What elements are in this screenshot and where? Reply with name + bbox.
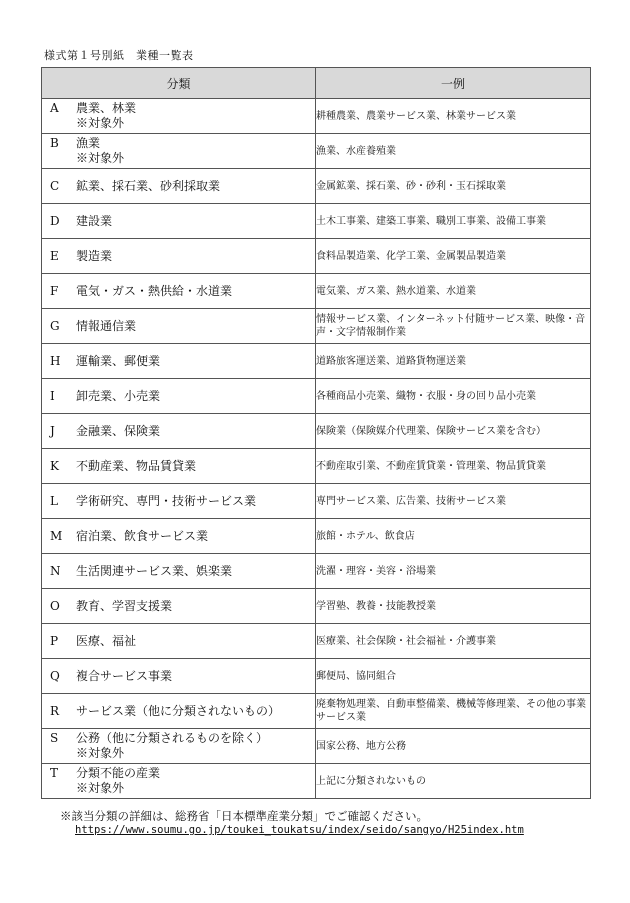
category-name: 農業、林業	[76, 101, 137, 115]
example-cell: 道路旅客運送業、道路貨物運送業	[316, 344, 591, 379]
table-row	[42, 309, 591, 344]
exclusion-note: ※対象外	[76, 151, 125, 165]
table-row	[42, 554, 591, 589]
example-cell: 不動産取引業、不動産賃貸業・管理業、物品賃貸業	[316, 449, 591, 484]
category-code: Q	[50, 668, 60, 683]
category-cell	[42, 344, 316, 379]
form-caption: 様式第１号別紙 業種一覧表	[44, 49, 194, 62]
table-row	[42, 99, 591, 134]
table-row	[42, 134, 591, 169]
category-name: 漁業	[76, 136, 101, 150]
category-cell	[42, 449, 316, 484]
category-name: 医療、福祉	[76, 633, 137, 648]
table-row	[42, 764, 591, 799]
example-cell: 洗濯・理容・美容・浴場業	[316, 554, 591, 589]
category-code: R	[50, 703, 60, 718]
example-cell: 情報サービス業、インターネット付随サービス業、映像・音声・文字情報制作業	[316, 309, 591, 344]
category-cell	[42, 659, 316, 694]
category-code: I	[50, 388, 55, 403]
category-code: H	[50, 353, 61, 368]
category-name: 生活関連サービス業、娯楽業	[76, 563, 233, 578]
table-row	[42, 484, 591, 519]
example-cell: 医療業、社会保険・社会福祉・介護事業	[316, 624, 591, 659]
exclusion-note: ※対象外	[76, 116, 125, 130]
example-cell: 食料品製造業、化学工業、金属製品製造業	[316, 239, 591, 274]
table-row	[42, 694, 591, 729]
category-cell	[42, 589, 316, 624]
category-cell	[42, 204, 316, 239]
category-cell	[42, 309, 316, 344]
category-name: 電気・ガス・熱供給・水道業	[76, 283, 233, 298]
category-cell	[42, 134, 316, 169]
category-cell	[42, 169, 316, 204]
category-code: T	[50, 766, 59, 780]
category-name: 不動産業、物品賃貸業	[76, 458, 197, 473]
footnote: ※該当分類の詳細は、総務省「日本標準産業分類」でご確認ください。	[60, 809, 428, 823]
example-cell: 学習塾、教養・技能教授業	[316, 589, 591, 624]
table-row	[42, 379, 591, 414]
example-cell: 電気業、ガス業、熱水道業、水道業	[316, 274, 591, 309]
example-cell: 土木工事業、建築工事業、職別工事業、設備工事業	[316, 204, 591, 239]
category-name: 建設業	[76, 213, 113, 228]
table-row	[42, 239, 591, 274]
category-cell	[42, 414, 316, 449]
category-cell	[42, 99, 316, 134]
category-code: D	[50, 213, 60, 228]
table-row	[42, 204, 591, 239]
category-code: F	[50, 283, 59, 298]
category-cell	[42, 379, 316, 414]
table-row	[42, 624, 591, 659]
category-cell	[42, 274, 316, 309]
table-row	[42, 659, 591, 694]
reference-link[interactable]: https://www.soumu.go.jp/toukei_toukatsu/index/seido/sangyo/H25index.htm	[75, 824, 524, 836]
example-cell: 国家公務、地方公務	[316, 729, 591, 764]
category-code: K	[50, 458, 59, 473]
category-name: 複合サービス事業	[76, 668, 173, 683]
category-code: P	[50, 633, 59, 648]
category-name: 卸売業、小売業	[76, 388, 161, 403]
category-name: 公務（他に分類されるものを除く）	[76, 731, 269, 745]
category-cell	[42, 694, 316, 729]
table-row	[42, 729, 591, 764]
category-name: 情報通信業	[76, 318, 137, 333]
category-code: E	[50, 248, 59, 263]
category-cell	[42, 239, 316, 274]
category-code: L	[50, 493, 58, 508]
example-cell: 金属鉱業、採石業、砂・砂利・玉石採取業	[316, 169, 591, 204]
table-row	[42, 274, 591, 309]
category-name: 学術研究、専門・技術サービス業	[76, 493, 257, 508]
category-code: C	[50, 178, 60, 193]
category-code: N	[50, 563, 61, 578]
example-cell: 旅館・ホテル、飲食店	[316, 519, 591, 554]
table-row	[42, 169, 591, 204]
category-name: 教育、学習支援業	[76, 598, 173, 613]
category-code: B	[50, 136, 59, 150]
category-cell	[42, 519, 316, 554]
example-cell: 耕種農業、農業サービス業、林業サービス業	[316, 99, 591, 134]
category-cell	[42, 624, 316, 659]
example-cell: 保険業（保険媒介代理業、保険サービス業を含む）	[316, 414, 591, 449]
category-code: G	[50, 318, 60, 333]
category-code: J	[50, 423, 55, 438]
example-cell: 専門サービス業、広告業、技術サービス業	[316, 484, 591, 519]
exclusion-note: ※対象外	[76, 781, 125, 795]
table-body	[42, 99, 591, 799]
category-name: 運輸業、郵便業	[76, 353, 161, 368]
header-example: 一例	[316, 68, 591, 99]
category-code: O	[50, 598, 60, 613]
table-row	[42, 589, 591, 624]
industry-table	[41, 67, 591, 799]
example-cell: 各種商品小売業、織物・衣服・身の回り品小売業	[316, 379, 591, 414]
category-cell	[42, 554, 316, 589]
exclusion-note: ※対象外	[76, 746, 125, 760]
table-row	[42, 414, 591, 449]
table-header-row	[42, 68, 591, 99]
category-name: サービス業（他に分類されないもの）	[76, 703, 281, 718]
example-cell: 上記に分類されないもの	[316, 764, 591, 799]
header-category: 分類	[42, 68, 316, 99]
table-row	[42, 449, 591, 484]
category-cell	[42, 484, 316, 519]
category-code: S	[50, 731, 59, 745]
category-cell	[42, 729, 316, 764]
example-cell: 郵便局、協同組合	[316, 659, 591, 694]
category-cell	[42, 764, 316, 799]
table-row	[42, 344, 591, 379]
category-name: 宿泊業、飲食サービス業	[76, 528, 209, 543]
category-name: 金融業、保険業	[76, 423, 161, 438]
category-code: A	[50, 101, 59, 115]
category-name: 製造業	[76, 248, 113, 263]
example-cell: 漁業、水産養殖業	[316, 134, 591, 169]
category-name: 分類不能の産業	[76, 766, 161, 780]
table-row	[42, 519, 591, 554]
category-code: M	[50, 528, 63, 543]
example-cell: 廃棄物処理業、自動車整備業、機械等修理業、その他の事業サービス業	[316, 694, 591, 729]
category-name: 鉱業、採石業、砂利採取業	[76, 178, 221, 193]
